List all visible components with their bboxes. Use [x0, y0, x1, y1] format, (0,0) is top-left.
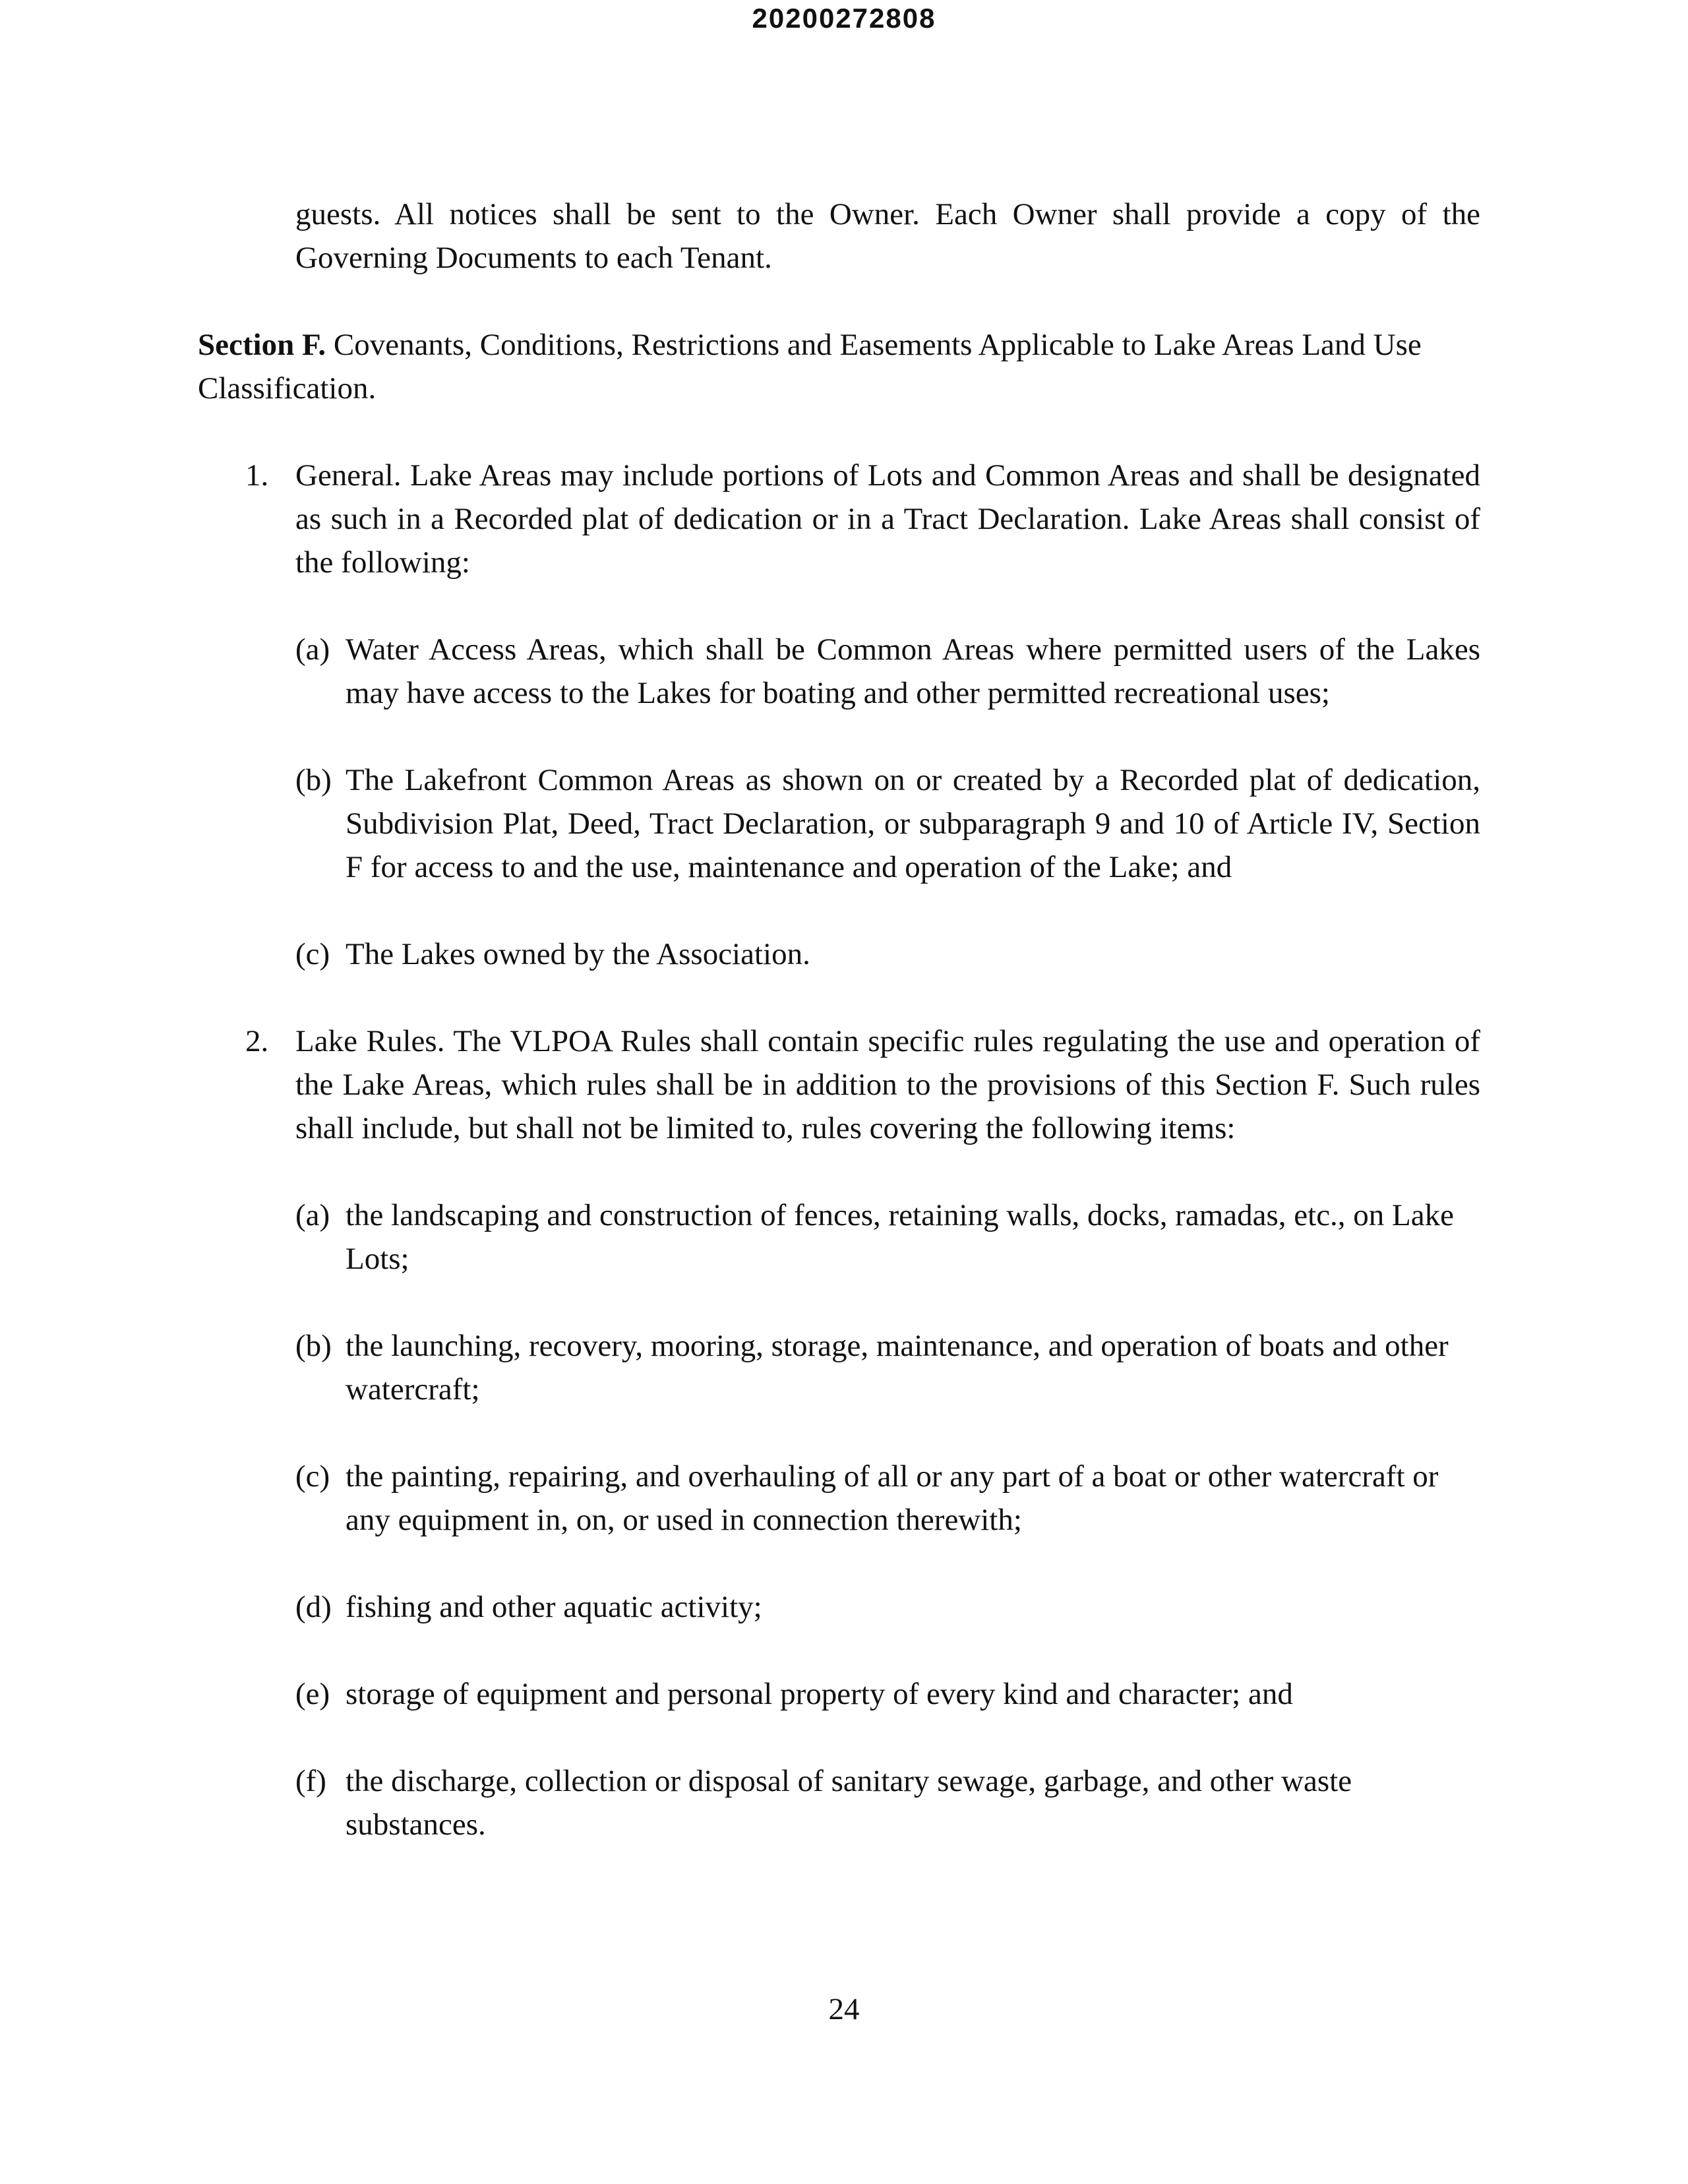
section-label: Section F. — [198, 328, 326, 362]
sub-item-letter: (c) — [295, 1459, 330, 1494]
sub-item-letter: (e) — [295, 1677, 330, 1711]
list-item-general — [198, 454, 1480, 584]
list-item-lake-rules — [198, 1019, 1480, 1150]
sub-item-letter: (a) — [295, 632, 330, 667]
page-number: 24 — [828, 1992, 860, 2026]
sub-item-painting — [198, 1455, 1480, 1542]
item-number: 1. — [245, 458, 269, 493]
item-text: General. Lake Areas may include portions of Lots and Common Areas and shall be designated as such in a Recorded plat of dedication or in a Tract Declaration. Lake Areas shall consist of the following: — [295, 458, 1480, 580]
sub-item-letter: (c) — [295, 937, 330, 971]
sub-item-lakefront-common-areas — [198, 758, 1480, 889]
section-heading — [198, 323, 1480, 410]
sub-item-letter: (a) — [295, 1198, 330, 1232]
sub-item-text: Water Access Areas, which shall be Common Areas where permitted users of the Lakes may have access to the Lakes for boating and other permitted recreational uses; — [346, 632, 1480, 710]
sub-item-text: The Lakefront Common Areas as shown on or created by a Recorded plat of dedication, Subdivision Plat, Deed, Tract Declaration, or subparagraph 9 and 10 of Article IV, Section F for access to and the use, maintenance and operation of the Lake; and — [346, 763, 1480, 884]
sub-item-fishing — [198, 1585, 1480, 1629]
sub-item-text: the landscaping and construction of fences, retaining walls, docks, ramadas, etc., on Lake Lots; — [346, 1198, 1454, 1276]
sub-item-text: the painting, repairing, and overhauling of all or any part of a boat or other watercraft or any equipment in, on, or used in connection therewith; — [346, 1459, 1439, 1537]
sub-item-landscaping — [198, 1194, 1480, 1281]
sub-item-discharge — [198, 1759, 1480, 1846]
sub-item-lakes-owned — [198, 932, 1480, 976]
sub-item-water-access — [198, 628, 1480, 715]
sub-item-text: storage of equipment and personal property of every kind and character; and — [346, 1677, 1293, 1711]
sub-item-storage — [198, 1672, 1480, 1716]
section-title: Covenants, Conditions, Restrictions and Easements Applicable to Lake Areas Land Use Classification. — [198, 328, 1422, 406]
sub-item-letter: (b) — [295, 763, 332, 797]
sub-item-letter: (b) — [295, 1329, 332, 1363]
sub-item-letter: (f) — [295, 1764, 326, 1798]
sub-item-text: the discharge, collection or disposal of sanitary sewage, garbage, and other waste substances. — [346, 1764, 1352, 1842]
continuation-paragraph: guests. All notices shall be sent to the Owner. Each Owner shall provide a copy of the Governing Documents to each Tenant. — [295, 197, 1480, 275]
item-number: 2. — [245, 1024, 269, 1058]
document-number: 20200272808 — [752, 3, 936, 34]
page-body — [198, 193, 1480, 1846]
sub-item-text: fishing and other aquatic activity; — [346, 1590, 762, 1624]
item-text: Lake Rules. The VLPOA Rules shall contain specific rules regulating the use and operation of the Lake Areas, which rules shall be in addition to the provisions of this Section F. Such rules shall include, but shall not be limited to, rules covering the following items: — [295, 1024, 1480, 1145]
sub-item-launching — [198, 1324, 1480, 1411]
sub-item-text: The Lakes owned by the Association. — [346, 937, 810, 971]
sub-item-letter: (d) — [295, 1590, 332, 1624]
sub-item-text: the launching, recovery, mooring, storage, maintenance, and operation of boats and other watercraft; — [346, 1329, 1449, 1407]
